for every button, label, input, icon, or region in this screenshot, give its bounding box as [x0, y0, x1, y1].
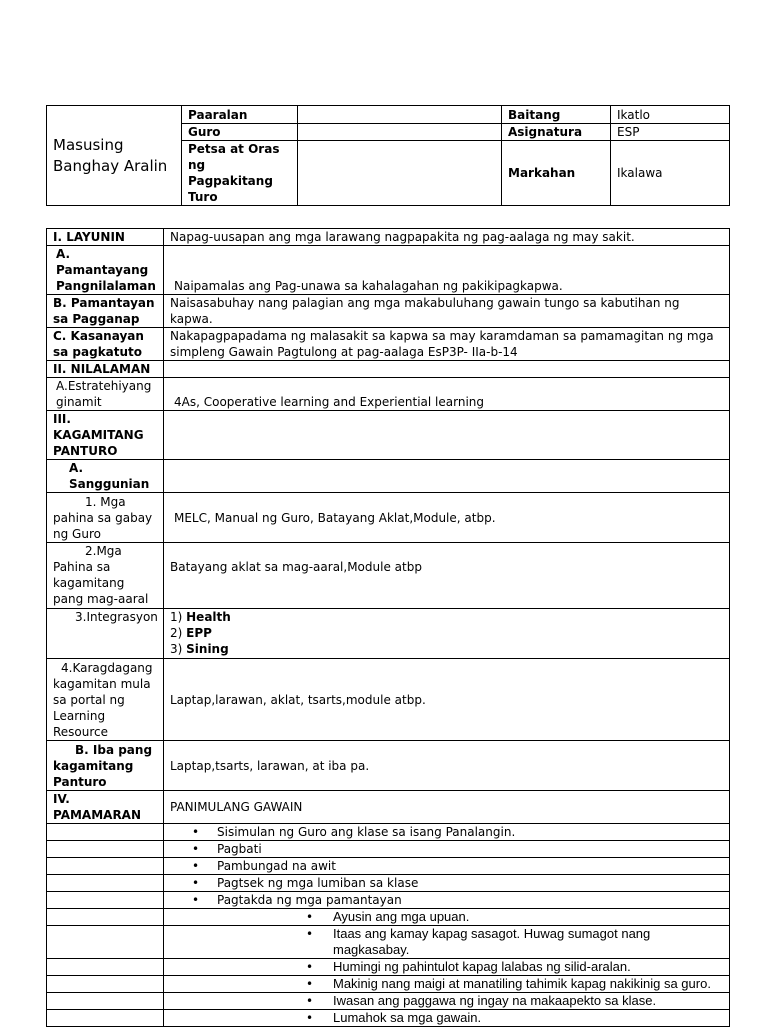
list-item: • Pambungad na awit — [164, 858, 730, 875]
integrasyon-item: 2) EPP — [170, 626, 212, 640]
integrasyon-item: 1) Health — [170, 610, 231, 624]
markahan-value: Ikalawa — [611, 141, 730, 206]
table-row — [47, 926, 730, 959]
table-row — [47, 493, 730, 543]
guro-field[interactable] — [298, 124, 502, 141]
gabay-value: MELC, Manual ng Guro, Batayang Aklat,Module, atbp. — [164, 493, 730, 543]
table-row — [47, 361, 730, 378]
lesson-table — [46, 228, 730, 1027]
kasanayan-label: C. Kasanayan sa pagkatuto — [47, 328, 164, 361]
table-row — [47, 246, 730, 295]
table-row — [47, 543, 730, 609]
estratehiya-value: 4As, Cooperative learning and Experiential learning — [164, 378, 730, 411]
baitang-label: Baitang — [502, 106, 611, 124]
paaralan-field[interactable] — [298, 106, 502, 124]
nilalaman-label: II. NILALAMAN — [47, 361, 164, 378]
table-row — [47, 858, 730, 875]
paaralan-label: Paaralan — [182, 106, 298, 124]
nilalaman-value — [164, 361, 730, 378]
karagdagang-label: 4.Karagdagang kagamitan mula sa portal ng Learning Resource — [47, 659, 164, 741]
table-row — [47, 741, 730, 791]
table-row — [47, 295, 730, 328]
table-row — [47, 411, 730, 460]
markahan-label: Markahan — [502, 141, 611, 206]
integrasyon-label: 3.Integrasyon — [47, 609, 164, 659]
iba-label: B. Iba pang kagamitang Panturo — [47, 741, 164, 791]
list-item: • Iwasan ang paggawa ng ingay na makaapekto sa klase. — [164, 993, 730, 1010]
guro-label: Guro — [182, 124, 298, 141]
list-item: • Ayusin ang mga upuan. — [164, 909, 730, 926]
table-row — [47, 959, 730, 976]
iba-value: Laptap,tsarts, larawan, at iba pa. — [164, 741, 730, 791]
table-row — [47, 993, 730, 1010]
table-row — [47, 824, 730, 841]
asignatura-value: ESP — [611, 124, 730, 141]
table-row — [47, 791, 730, 824]
pagganap-value: Naisasabuhay nang palagian ang mga makabuluhang gawain tungo sa kabutihan ng kapwa. — [164, 295, 730, 328]
table-row — [47, 378, 730, 411]
layunin-value: Napag-uusapan ang mga larawang nagpapakita ng pag-aalaga ng may sakit. — [164, 229, 730, 246]
layunin-label: I. LAYUNIN — [47, 229, 164, 246]
baitang-value: Ikatlo — [611, 106, 730, 124]
integrasyon-item: 3) Sining — [170, 642, 229, 656]
list-item: • Sisimulan ng Guro ang klase sa isang Panalangin. — [164, 824, 730, 841]
list-item: • Pagtsek ng mga lumiban sa klase — [164, 875, 730, 892]
gabay-label: 1. Mga pahina sa gabay ng Guro — [47, 493, 164, 543]
kasanayan-value: Nakapagpapadama ng malasakit sa kapwa sa may karamdaman sa pamamagitan ng mga simpleng Gawain Pagtulong at pag-aalaga EsP3P- IIa-b-14 — [164, 328, 730, 361]
table-row — [47, 460, 730, 493]
table-row — [47, 229, 730, 246]
table-row — [47, 609, 730, 659]
table-row — [47, 976, 730, 993]
kagamitan-label: III. KAGAMITANG PANTURO — [47, 411, 164, 460]
list-item: • Pagtakda ng mga pamantayan — [164, 892, 730, 909]
mag-aaral-value: Batayang aklat sa mag-aaral,Module atbp — [164, 543, 730, 609]
pamamaran-value: PANIMULANG GAWAIN — [164, 791, 730, 824]
table-row — [47, 328, 730, 361]
sanggunian-value — [164, 460, 730, 493]
petsa-field[interactable] — [298, 141, 502, 206]
list-item: • Humingi ng pahintulot kapag lalabas ng silid-aralan. — [164, 959, 730, 976]
lesson-plan-title: Masusing Banghay Aralin — [47, 106, 182, 206]
pamantayang-label: A. Pamantayang Pangnilalaman — [47, 246, 164, 295]
estratehiya-label: A.Estratehiyang ginamit — [47, 378, 164, 411]
mag-aaral-label: 2.Mga Pahina sa kagamitang pang mag-aaral — [47, 543, 164, 609]
asignatura-label: Asignatura — [502, 124, 611, 141]
table-row — [47, 909, 730, 926]
table-row — [47, 841, 730, 858]
list-item: • Makinig nang maigi at manatiling tahimik kapag nakikinig sa guro. — [164, 976, 730, 993]
karagdagang-value: Laptap,larawan, aklat, tsarts,module atbp. — [164, 659, 730, 741]
integrasyon-list — [164, 609, 730, 659]
kagamitan-value — [164, 411, 730, 460]
list-item: • Itaas ang kamay kapag sasagot. Huwag sumagot nang magkasabay. — [164, 926, 730, 959]
pagganap-label: B. Pamantayan sa Pagganap — [47, 295, 164, 328]
header-table — [46, 105, 730, 206]
pamamaran-label: IV. PAMAMARAN — [47, 791, 164, 824]
pamantayang-value: Naipamalas ang Pag-unawa sa kahalagahan ng pakikipagkapwa. — [164, 246, 730, 295]
sanggunian-label: A. Sanggunian — [47, 460, 164, 493]
list-item: • Pagbati — [164, 841, 730, 858]
table-row — [47, 659, 730, 741]
petsa-label: Petsa at Oras ng Pagpakitang Turo — [182, 141, 298, 206]
table-row — [47, 892, 730, 909]
table-row — [47, 875, 730, 892]
list-item: • Lumahok sa mga gawain. — [164, 1010, 730, 1027]
